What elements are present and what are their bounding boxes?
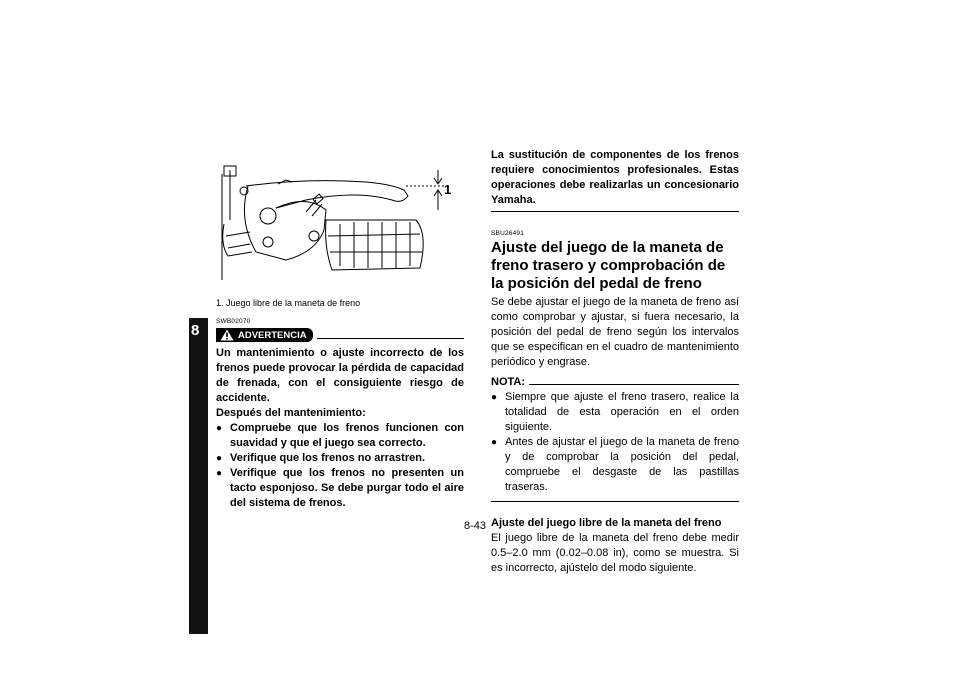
warning-badge [216, 328, 313, 342]
warning-code: SWB02070 [216, 318, 251, 325]
warning-text: Un mantenimiento o ajuste incorrecto de los frenos puede provocar la pérdida de capacidad de frenada, con el consiguiente riesgo de accidente. [216, 347, 464, 404]
list-item: ● Compruebe que los frenos funcionen con suavidad y que el juego sea correcto. [216, 421, 464, 451]
list-item: ● Siempre que ajuste el freno trasero, realice la totalidad de esta operación en el orden siguiente. [491, 390, 739, 435]
nota-rule [529, 384, 739, 385]
nota-label: NOTA: [491, 376, 526, 388]
figure-caption: 1. Juego libre de la maneta de freno [216, 298, 361, 308]
right-column [491, 148, 739, 576]
list-item: ● Verifique que los frenos no presenten un tacto esponjoso. Se debe purgar todo el aire del sistema de frenos. [216, 466, 464, 511]
warning-label: ADVERTENCIA [238, 329, 307, 341]
section-code: SBU26491 [491, 230, 525, 237]
brake-lever-illustration [216, 160, 464, 296]
section-title: Ajuste del juego de la maneta de freno trasero y comprobación de la posición del pedal de freno [491, 239, 726, 292]
intro-rule [491, 211, 739, 212]
warning-triangle-icon [220, 329, 234, 341]
chapter-tab [189, 318, 208, 634]
warning-block [216, 318, 464, 511]
nota-header [491, 376, 739, 388]
figure-callout: 1 [444, 182, 452, 197]
section-text: Se debe ajustar el juego de la maneta de freno así como comprobar y ajustar, si fuera necesario, la posición del pedal de freno según los intervalos que se especifican en el cuadro de mantenimiento periódico y engrase. [491, 296, 739, 368]
subsection-text: El juego libre de la maneta del freno debe medir 0.5–2.0 mm (0.02–0.08 in), como se muestra. Si es incorrecto, ajústelo del modo siguiente. [491, 532, 739, 574]
list-item: ● Antes de ajustar el juego de la maneta de freno y de comprobar la posición del pedal, compruebe el desgaste de las pastillas traseras. [491, 435, 739, 495]
warning-rule [317, 338, 464, 339]
page-number: 8-43 [464, 520, 487, 532]
warning-after-title: Después del mantenimiento: [216, 407, 366, 419]
subsection-title: Ajuste del juego libre de la maneta del freno [491, 517, 722, 529]
intro-warning-text: La sustitución de componentes de los frenos requiere conocimientos profesionales. Estas operaciones debe realizarlas un concesionario Yamaha. [491, 149, 739, 206]
warning-list [216, 421, 464, 511]
chapter-number: 8 [191, 322, 200, 339]
nota-list [491, 390, 739, 495]
nota-end-rule [491, 501, 739, 502]
list-item: ● Verifique que los frenos no arrastren. [216, 451, 464, 466]
